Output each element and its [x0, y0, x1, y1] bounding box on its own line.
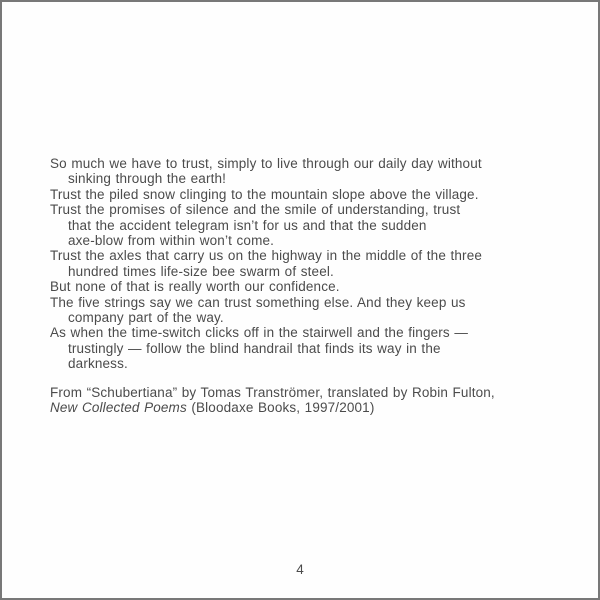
poem-line: As when the time-switch clicks off in the stairwell and the fingers — — [50, 325, 468, 341]
attribution-line-1: From “Schubertiana” by Tomas Tranströmer, translated by Robin Fulton, — [50, 385, 495, 400]
publisher-info: (Bloodaxe Books, 1997/2001) — [186, 400, 375, 416]
poem-line: sinking through the earth! — [68, 171, 227, 187]
poem-line: hundred times life-size bee swarm of steel. — [68, 263, 334, 279]
poem-line: trustingly — follow the blind handrail that finds its way in the — [68, 340, 441, 356]
poem-line: Trust the promises of silence and the smile of understanding, trust — [50, 202, 461, 218]
poem-line: company part of the way. — [68, 310, 224, 326]
poem-line: that the accident telegram isn’t for us and that the sudden — [68, 217, 427, 233]
source-attribution — [50, 385, 574, 416]
poem-line: Trust the axles that carry us on the highway in the middle of the three — [50, 248, 483, 264]
poem-excerpt — [50, 156, 574, 372]
poem-line: darkness. — [68, 356, 128, 372]
poem-line: The five strings say we can trust something else. And they keep us — [50, 294, 466, 310]
poem-line: axe-blow from within won’t come. — [68, 233, 275, 249]
poem-line: So much we have to trust, simply to live through our daily day without — [50, 156, 482, 171]
attribution-line-2 — [50, 400, 574, 415]
poem-line: But none of that is really worth our confidence. — [50, 279, 340, 295]
page-number: 4 — [296, 562, 304, 577]
poem-line: Trust the piled snow clinging to the mountain slope above the village. — [50, 186, 479, 202]
book-title: New Collected Poems — [50, 400, 187, 416]
